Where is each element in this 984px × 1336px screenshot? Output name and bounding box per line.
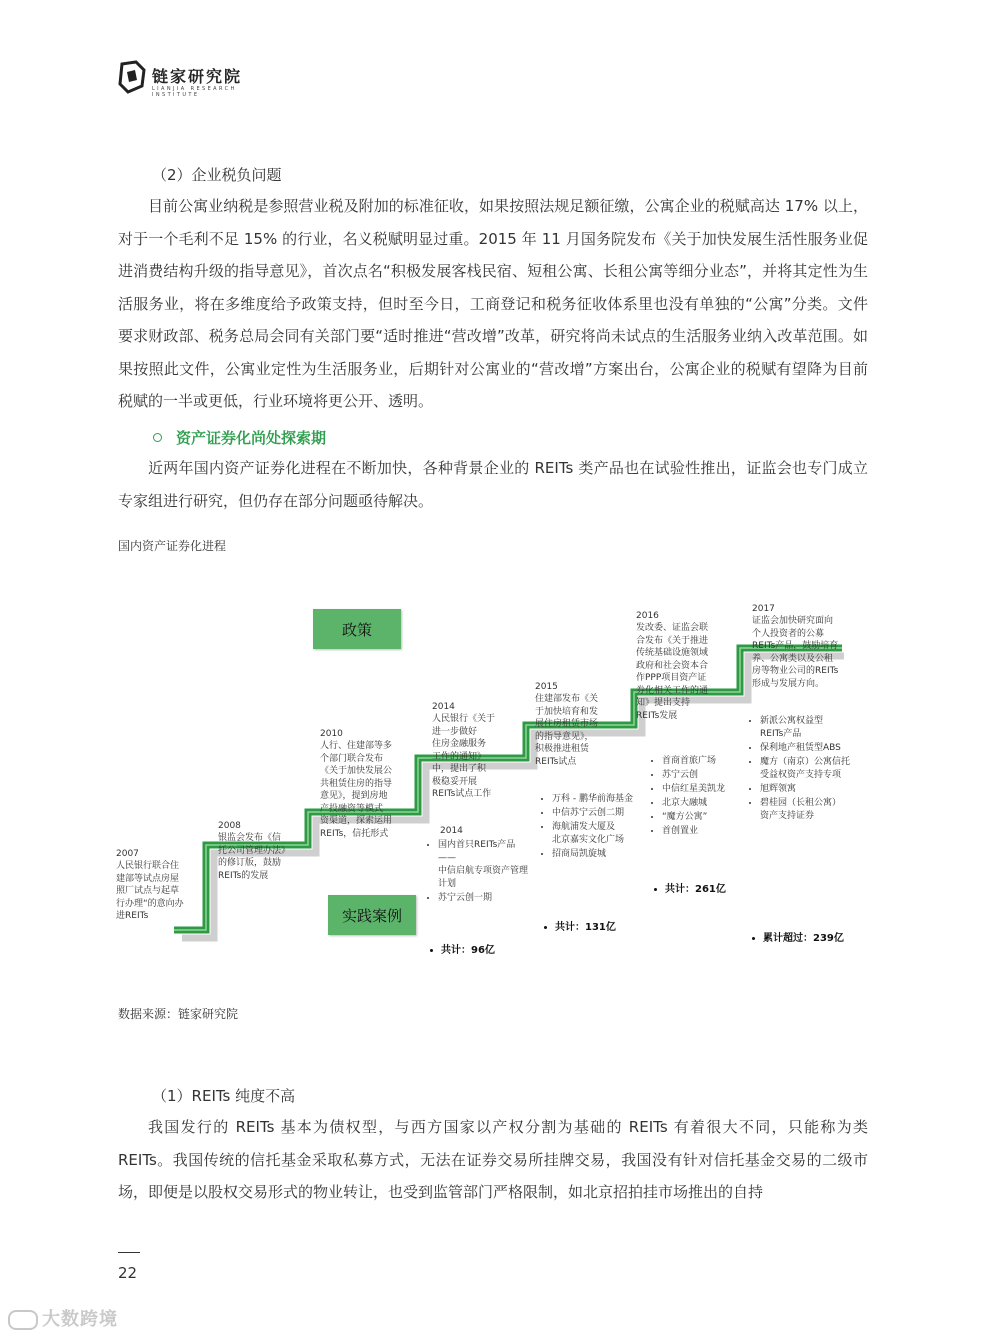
policy-label-box: 政策 bbox=[313, 609, 401, 649]
case-total-2015: 共计：131亿 bbox=[544, 918, 616, 933]
case-group-2017 bbox=[750, 715, 868, 824]
section-heading-reits: （1）REITs 纯度不高 bbox=[152, 1087, 296, 1105]
case-item: • 苏宁云创 bbox=[662, 769, 752, 782]
case-total-2014: 共计：96亿 bbox=[430, 941, 495, 956]
case-item: • 万科 - 鹏华前海基金 bbox=[552, 793, 642, 806]
case-item: • 中信苏宁云创二期 bbox=[552, 807, 642, 820]
figure-caption: 国内资产证券化进程 bbox=[118, 539, 227, 553]
case-label-box: 实践案例 bbox=[328, 895, 416, 935]
case-total-2016: 共计：261亿 bbox=[654, 880, 726, 895]
policy-note-2016: 2016 发改委、证监会联 合发布《关于推进 传统基础设施领域 政府和社会资本合 作PPP项目资产证 券化相关工作的通 知》提出支持 REITs发展 bbox=[636, 610, 709, 721]
policy-note-2014: 2014 人民银行《关于 进一步做好 住房金融服务 工作的通知》 中，提出了积 极稳妥开展 REITs试点工作 bbox=[432, 701, 496, 799]
case-group-2015 bbox=[542, 793, 642, 862]
page-number-rule bbox=[118, 1252, 140, 1253]
case-total-2017: 累计超过：239亿 bbox=[752, 929, 844, 944]
page-number: 22 bbox=[118, 1264, 138, 1282]
section-heading-tax: （2）企业税负问题 bbox=[152, 166, 282, 184]
case-item: • 国内首只REITs产品—— 中信启航专项资产管理计划 bbox=[438, 839, 528, 891]
case-item: • 苏宁云创一期 bbox=[438, 892, 528, 905]
case-item: • 魔方（南京）公寓信托 受益权资产支持专项 bbox=[760, 756, 868, 782]
bullet-ring-icon bbox=[153, 433, 162, 442]
lianjia-logo-icon bbox=[116, 60, 148, 94]
case-item: • 旭辉领寓 bbox=[760, 783, 868, 796]
watermark-icon bbox=[8, 1310, 38, 1330]
figure-source: 数据来源：链家研究院 bbox=[118, 1007, 239, 1021]
paragraph-abs: 近两年国内资产证券化进程在不断加快，各种背景企业的 REITs 类产品也在试验性推出，证监会也专门成立专家组进行研究，但仍存在部分问题亟待解决。 bbox=[118, 459, 868, 510]
case-item: 2014 bbox=[440, 826, 463, 836]
case-item: • 北京大融城 bbox=[662, 797, 752, 810]
case-group-2016 bbox=[652, 755, 752, 839]
paragraph-tax: 目前公寓业纳税是参照营业税及附加的标准征收，如果按照法规足额征缴，公寓企业的税赋高达 17% 以上，对于一个毛利不足 15% 的行业，名义税赋明显过重。2015 年 11 月国务院发布《关于加快发展生活性服务业促进消费结构升级的指导意见》，首次点名“积极发展客栈民宿、短租公寓、长租公寓等细分业态”，并将其定性为生活服务业，将在多维度给予政策支持，但时至今日，工商登记和税务征收体系里也没有单独的“公寓”分类。文件要求财政部、税务总局会同有关部门要“适时推进“营改增”改革，研究将尚未试点的生活服务业纳入改革范围。如果按照此文件，公寓业定性为生活服务业，后期针对公寓业的“营改增”方案出台，公寓企业的税赋有望降为目前税赋的一半或更低，行业环境将更公开、透明。 bbox=[118, 197, 868, 410]
case-group-2014 bbox=[428, 825, 528, 906]
paragraph-reits: 我国发行的 REITs 基本为债权型，与西方国家以产权分割为基础的 REITs 有着很大不同，只能称为类 REITs。我国传统的信托基金采取私募方式，无法在证券交易所挂牌交易，我国没有针对信托基金交易的二级市场，即便是以股权交易形式的物业转让，也受到监管部门严格限制，如北京招拍挂市场推出的自持 bbox=[118, 1118, 868, 1201]
case-item: • 首创置业 bbox=[662, 825, 752, 838]
case-item: • 碧桂园（长租公寓） 资产支持证券 bbox=[760, 797, 868, 823]
section-heading-abs: 资产证券化尚处探索期 bbox=[176, 429, 327, 447]
policy-note-2017: 2017 证监会加快研究面向 个人投资者的公募 REITs产品，鼓励培育 养、公寓类以及公租 房等物业公司的REITs 形成与发展方向。 bbox=[752, 603, 839, 689]
policy-note-2008: 2008 银监会发布《信 托公司管理办法》 的修订版，鼓励 REITs的发展 bbox=[218, 820, 291, 881]
brand-logo bbox=[116, 60, 266, 100]
case-item: • 首商首旅广场 bbox=[662, 755, 752, 768]
case-item: • 招商局凯旋城 bbox=[552, 848, 642, 861]
brand-name: 链家研究院 bbox=[152, 67, 243, 86]
staircase-diagram bbox=[110, 585, 870, 975]
policy-note-2007: 2007 人民银行联合住 建部等试点房屋 照厂试点与起草 行办理“的意向办 进REITs bbox=[116, 848, 184, 921]
case-item: • 保利地产租赁型ABS bbox=[760, 742, 868, 755]
policy-note-2015: 2015 住建部发布《关 于加快培育和发 展住房租赁市场 的指导意见》， 积极推进租赁 REITs试点 bbox=[535, 681, 599, 767]
case-item: • 海航浦发大厦及 北京嘉实文化广场 bbox=[552, 821, 642, 847]
case-item: • 新派公寓权益型 REITs产品 bbox=[760, 715, 868, 741]
brand-subtitle: LIANJIA RESEARCH INSTITUTE bbox=[152, 86, 237, 98]
case-item: • “魔方公寓” bbox=[662, 811, 752, 824]
policy-note-2010: 2010 人行、住建部等多 个部门联合发布 《关于加快发展公 共租赁住房的指导 意见》，提到房地 产投融资等模式 资渠道，探索运用 REITs，信托形式 bbox=[320, 728, 393, 839]
watermark: 大数跨境 bbox=[8, 1305, 118, 1331]
case-item: • 中信红星美凯龙 bbox=[662, 783, 752, 796]
